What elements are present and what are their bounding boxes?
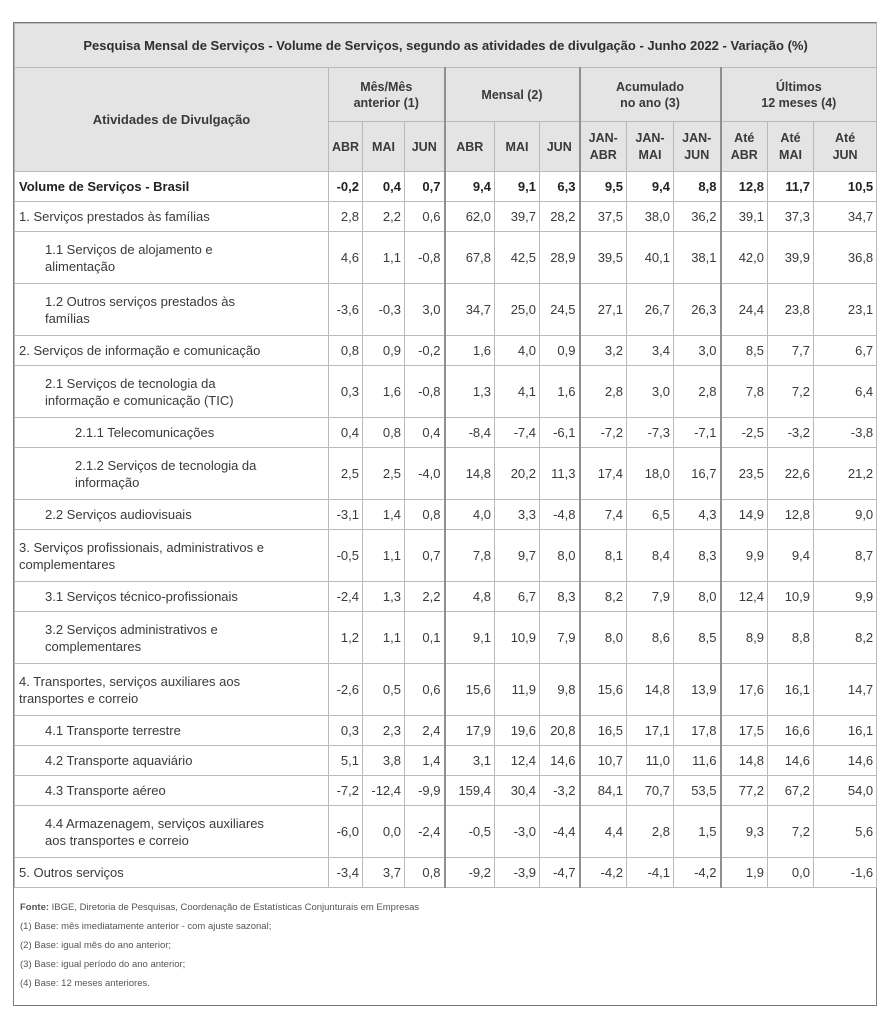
value-cell: -2,4: [405, 806, 445, 858]
table-row: [15, 366, 877, 418]
group-header-mensal: Mensal (2): [445, 68, 580, 122]
value-cell: -2,6: [329, 664, 363, 716]
table-row: [15, 232, 877, 284]
activity-label: 5. Outros serviços: [15, 858, 329, 888]
value-cell: 3,8: [363, 746, 405, 776]
value-cell: 8,0: [580, 612, 627, 664]
value-cell: 1,4: [363, 500, 405, 530]
value-cell: 0,8: [405, 500, 445, 530]
value-cell: -2,5: [721, 418, 768, 448]
value-cell: 3,3: [495, 500, 540, 530]
value-cell: 17,4: [580, 448, 627, 500]
subheader-cell: Até ABR: [721, 122, 768, 172]
value-cell: 30,4: [495, 776, 540, 806]
value-cell: 14,6: [540, 746, 580, 776]
activity-label: 3.2 Serviços administrativos e complementares: [15, 612, 329, 664]
value-cell: 3,7: [363, 858, 405, 888]
value-cell: 17,9: [445, 716, 495, 746]
value-cell: 24,4: [721, 284, 768, 336]
value-cell: 5,1: [329, 746, 363, 776]
value-cell: -4,8: [540, 500, 580, 530]
table-frame: [13, 22, 877, 1006]
value-cell: -4,4: [540, 806, 580, 858]
value-cell: -7,4: [495, 418, 540, 448]
value-cell: 7,8: [721, 366, 768, 418]
value-cell: 39,9: [768, 232, 814, 284]
value-cell: 17,8: [674, 716, 721, 746]
value-cell: 23,8: [768, 284, 814, 336]
value-cell: 7,8: [445, 530, 495, 582]
value-cell: 1,1: [363, 612, 405, 664]
value-cell: -3,1: [329, 500, 363, 530]
group-header-mes-mes: Mês/Mês anterior (1): [329, 68, 445, 122]
value-cell: 14,8: [627, 664, 674, 716]
table-row: [15, 582, 877, 612]
value-cell: 9,9: [721, 530, 768, 582]
value-cell: 14,9: [721, 500, 768, 530]
value-cell: 9,5: [580, 172, 627, 202]
value-cell: -1,6: [814, 858, 877, 888]
value-cell: 4,6: [329, 232, 363, 284]
subheader-cell: MAI: [363, 122, 405, 172]
value-cell: 19,6: [495, 716, 540, 746]
value-cell: 8,8: [674, 172, 721, 202]
value-cell: 1,6: [445, 336, 495, 366]
value-cell: 9,7: [495, 530, 540, 582]
value-cell: 37,3: [768, 202, 814, 232]
value-cell: 0,3: [329, 716, 363, 746]
subheader-cell: JAN- ABR: [580, 122, 627, 172]
value-cell: -9,2: [445, 858, 495, 888]
value-cell: 3,0: [674, 336, 721, 366]
value-cell: 1,5: [674, 806, 721, 858]
value-cell: 26,3: [674, 284, 721, 336]
value-cell: 1,9: [721, 858, 768, 888]
value-cell: 16,1: [814, 716, 877, 746]
table-row: [15, 664, 877, 716]
value-cell: 7,7: [768, 336, 814, 366]
value-cell: 8,8: [768, 612, 814, 664]
value-cell: 28,9: [540, 232, 580, 284]
value-cell: 14,8: [721, 746, 768, 776]
value-cell: 8,4: [627, 530, 674, 582]
value-cell: 8,1: [580, 530, 627, 582]
source-text: IBGE, Diretoria de Pesquisas, Coordenação de Estatísticas Conjunturais em Empresas: [49, 902, 420, 913]
value-cell: 12,8: [721, 172, 768, 202]
value-cell: 11,7: [768, 172, 814, 202]
value-cell: 3,0: [405, 284, 445, 336]
value-cell: -9,9: [405, 776, 445, 806]
value-cell: 0,9: [363, 336, 405, 366]
value-cell: 42,5: [495, 232, 540, 284]
value-cell: 9,9: [814, 582, 877, 612]
table-row: [15, 612, 877, 664]
activity-label: 2.1 Serviços de tecnologia da informação e comunicação (TIC): [15, 366, 329, 418]
value-cell: 2,2: [405, 582, 445, 612]
value-cell: 11,9: [495, 664, 540, 716]
value-cell: 0,9: [540, 336, 580, 366]
activity-label: 4.4 Armazenagem, serviços auxiliares aos transportes e correio: [15, 806, 329, 858]
value-cell: 11,6: [674, 746, 721, 776]
value-cell: 39,5: [580, 232, 627, 284]
value-cell: -12,4: [363, 776, 405, 806]
value-cell: 16,6: [768, 716, 814, 746]
table-row: [15, 716, 877, 746]
value-cell: -3,6: [329, 284, 363, 336]
value-cell: 2,2: [363, 202, 405, 232]
subheader-cell: MAI: [495, 122, 540, 172]
value-cell: 25,0: [495, 284, 540, 336]
value-cell: 2,5: [363, 448, 405, 500]
footnote: (2) Base: igual mês do ano anterior;: [20, 940, 172, 951]
subheader-cell: Até JUN: [814, 122, 877, 172]
value-cell: 27,1: [580, 284, 627, 336]
table-row: [15, 448, 877, 500]
value-cell: 39,1: [721, 202, 768, 232]
value-cell: 11,0: [627, 746, 674, 776]
value-cell: 2,5: [329, 448, 363, 500]
value-cell: 9,4: [445, 172, 495, 202]
value-cell: 2,8: [329, 202, 363, 232]
table-row: [15, 776, 877, 806]
value-cell: 1,2: [329, 612, 363, 664]
value-cell: 34,7: [445, 284, 495, 336]
activity-label: 2.1.2 Serviços de tecnologia da informação: [15, 448, 329, 500]
value-cell: 62,0: [445, 202, 495, 232]
subheader-cell: JAN- MAI: [627, 122, 674, 172]
value-cell: -4,2: [580, 858, 627, 888]
value-cell: 14,6: [814, 746, 877, 776]
subheader-cell: ABR: [329, 122, 363, 172]
value-cell: 42,0: [721, 232, 768, 284]
activity-label: 1.2 Outros serviços prestados às famílias: [15, 284, 329, 336]
value-cell: 67,2: [768, 776, 814, 806]
services-table: [14, 23, 877, 888]
value-cell: 2,4: [405, 716, 445, 746]
value-cell: 0,7: [405, 172, 445, 202]
value-cell: -3,2: [768, 418, 814, 448]
value-cell: -4,0: [405, 448, 445, 500]
value-cell: 6,3: [540, 172, 580, 202]
group-header-ultimos-12-meses: Últimos 12 meses (4): [721, 68, 877, 122]
value-cell: 23,5: [721, 448, 768, 500]
value-cell: 8,5: [674, 612, 721, 664]
value-cell: 4,0: [495, 336, 540, 366]
value-cell: 6,5: [627, 500, 674, 530]
value-cell: 70,7: [627, 776, 674, 806]
value-cell: 10,9: [768, 582, 814, 612]
activity-label: 1. Serviços prestados às famílias: [15, 202, 329, 232]
value-cell: 9,1: [495, 172, 540, 202]
value-cell: 1,4: [405, 746, 445, 776]
activity-label: 4.2 Transporte aquaviário: [15, 746, 329, 776]
value-cell: 9,0: [814, 500, 877, 530]
value-cell: 0,7: [405, 530, 445, 582]
value-cell: 84,1: [580, 776, 627, 806]
value-cell: 8,2: [814, 612, 877, 664]
value-cell: -3,8: [814, 418, 877, 448]
value-cell: -4,1: [627, 858, 674, 888]
value-cell: 14,8: [445, 448, 495, 500]
value-cell: 0,5: [363, 664, 405, 716]
activity-label: 2.1.1 Telecomunicações: [15, 418, 329, 448]
value-cell: 8,9: [721, 612, 768, 664]
value-cell: -7,3: [627, 418, 674, 448]
value-cell: 0,4: [363, 172, 405, 202]
value-cell: 7,2: [768, 366, 814, 418]
table-row: [15, 500, 877, 530]
value-cell: 1,3: [445, 366, 495, 418]
value-cell: 1,6: [540, 366, 580, 418]
value-cell: -0,2: [405, 336, 445, 366]
value-cell: 2,8: [627, 806, 674, 858]
value-cell: 1,3: [363, 582, 405, 612]
value-cell: 28,2: [540, 202, 580, 232]
value-cell: 0,8: [405, 858, 445, 888]
value-cell: 7,9: [627, 582, 674, 612]
value-cell: 36,8: [814, 232, 877, 284]
value-cell: 14,6: [768, 746, 814, 776]
table-row: [15, 746, 877, 776]
value-cell: 4,4: [580, 806, 627, 858]
value-cell: 3,0: [627, 366, 674, 418]
value-cell: 4,8: [445, 582, 495, 612]
value-cell: 15,6: [445, 664, 495, 716]
value-cell: 12,4: [495, 746, 540, 776]
value-cell: 7,2: [768, 806, 814, 858]
value-cell: 11,3: [540, 448, 580, 500]
value-cell: 16,1: [768, 664, 814, 716]
value-cell: 9,4: [627, 172, 674, 202]
value-cell: 14,7: [814, 664, 877, 716]
value-cell: 0,0: [768, 858, 814, 888]
value-cell: 10,9: [495, 612, 540, 664]
value-cell: 9,3: [721, 806, 768, 858]
value-cell: -3,4: [329, 858, 363, 888]
value-cell: 0,1: [405, 612, 445, 664]
value-cell: 22,6: [768, 448, 814, 500]
value-cell: 3,4: [627, 336, 674, 366]
table-title: Pesquisa Mensal de Serviços - Volume de Serviços, segundo as atividades de divulgação - Junho 2022 - Variação (%): [15, 24, 877, 68]
activity-label: 3. Serviços profissionais, administrativos e complementares: [15, 530, 329, 582]
activity-label: Volume de Serviços - Brasil: [15, 172, 329, 202]
table-row: [15, 858, 877, 888]
value-cell: 0,8: [329, 336, 363, 366]
table-notes: [14, 888, 876, 993]
value-cell: -4,7: [540, 858, 580, 888]
value-cell: 23,1: [814, 284, 877, 336]
value-cell: 26,7: [627, 284, 674, 336]
value-cell: 3,1: [445, 746, 495, 776]
footnote: (1) Base: mês imediatamente anterior - com ajuste sazonal;: [20, 921, 272, 932]
value-cell: 8,3: [674, 530, 721, 582]
value-cell: 159,4: [445, 776, 495, 806]
source-label: Fonte:: [20, 902, 50, 913]
table-row: [15, 530, 877, 582]
value-cell: 6,4: [814, 366, 877, 418]
value-cell: 12,8: [768, 500, 814, 530]
value-cell: -3,9: [495, 858, 540, 888]
value-cell: 0,3: [329, 366, 363, 418]
value-cell: -0,2: [329, 172, 363, 202]
value-cell: 10,5: [814, 172, 877, 202]
value-cell: -3,2: [540, 776, 580, 806]
value-cell: 0,8: [363, 418, 405, 448]
value-cell: -6,1: [540, 418, 580, 448]
value-cell: 2,8: [580, 366, 627, 418]
footnote: (4) Base: 12 meses anteriores.: [20, 978, 150, 989]
activity-label: 4.3 Transporte aéreo: [15, 776, 329, 806]
value-cell: 16,7: [674, 448, 721, 500]
value-cell: -0,3: [363, 284, 405, 336]
value-cell: 0,4: [329, 418, 363, 448]
value-cell: 8,3: [540, 582, 580, 612]
table-row: [15, 336, 877, 366]
value-cell: 10,7: [580, 746, 627, 776]
value-cell: -6,0: [329, 806, 363, 858]
value-cell: 13,9: [674, 664, 721, 716]
value-cell: 0,6: [405, 202, 445, 232]
value-cell: -4,2: [674, 858, 721, 888]
value-cell: 9,8: [540, 664, 580, 716]
value-cell: 7,9: [540, 612, 580, 664]
value-cell: 2,3: [363, 716, 405, 746]
source-note: [20, 898, 870, 917]
activity-label: 2. Serviços de informação e comunicação: [15, 336, 329, 366]
value-cell: 7,4: [580, 500, 627, 530]
value-cell: -0,8: [405, 366, 445, 418]
value-cell: 0,0: [363, 806, 405, 858]
value-cell: 6,7: [814, 336, 877, 366]
value-cell: 0,6: [405, 664, 445, 716]
group-header-acumulado: Acumulado no ano (3): [580, 68, 721, 122]
table-row: [15, 284, 877, 336]
value-cell: 12,4: [721, 582, 768, 612]
value-cell: 9,4: [768, 530, 814, 582]
subheader-cell: JAN- JUN: [674, 122, 721, 172]
value-cell: 53,5: [674, 776, 721, 806]
value-cell: -0,5: [445, 806, 495, 858]
value-cell: 20,8: [540, 716, 580, 746]
activity-column-header: Atividades de Divulgação: [15, 68, 329, 172]
value-cell: -7,2: [329, 776, 363, 806]
value-cell: 2,8: [674, 366, 721, 418]
value-cell: 40,1: [627, 232, 674, 284]
value-cell: 4,0: [445, 500, 495, 530]
value-cell: -0,5: [329, 530, 363, 582]
value-cell: 8,5: [721, 336, 768, 366]
value-cell: 8,0: [674, 582, 721, 612]
footnote: (3) Base: igual período do ano anterior;: [20, 959, 186, 970]
value-cell: 8,2: [580, 582, 627, 612]
table-row: [15, 806, 877, 858]
value-cell: 1,1: [363, 530, 405, 582]
value-cell: 3,2: [580, 336, 627, 366]
value-cell: 38,1: [674, 232, 721, 284]
value-cell: 17,6: [721, 664, 768, 716]
value-cell: 1,6: [363, 366, 405, 418]
value-cell: 67,8: [445, 232, 495, 284]
table-row: [15, 418, 877, 448]
activity-label: 2.2 Serviços audiovisuais: [15, 500, 329, 530]
value-cell: -0,8: [405, 232, 445, 284]
value-cell: 16,5: [580, 716, 627, 746]
value-cell: 1,1: [363, 232, 405, 284]
value-cell: 15,6: [580, 664, 627, 716]
value-cell: 36,2: [674, 202, 721, 232]
subheader-cell: JUN: [405, 122, 445, 172]
subheader-cell: Até MAI: [768, 122, 814, 172]
value-cell: 9,1: [445, 612, 495, 664]
value-cell: 6,7: [495, 582, 540, 612]
value-cell: -3,0: [495, 806, 540, 858]
subheader-cell: ABR: [445, 122, 495, 172]
value-cell: -7,2: [580, 418, 627, 448]
value-cell: 77,2: [721, 776, 768, 806]
value-cell: 17,1: [627, 716, 674, 746]
value-cell: 4,1: [495, 366, 540, 418]
value-cell: -8,4: [445, 418, 495, 448]
value-cell: 18,0: [627, 448, 674, 500]
value-cell: 20,2: [495, 448, 540, 500]
table-row: [15, 202, 877, 232]
value-cell: 24,5: [540, 284, 580, 336]
value-cell: -2,4: [329, 582, 363, 612]
value-cell: 8,7: [814, 530, 877, 582]
value-cell: 21,2: [814, 448, 877, 500]
activity-label: 3.1 Serviços técnico-profissionais: [15, 582, 329, 612]
value-cell: 5,6: [814, 806, 877, 858]
subheader-cell: JUN: [540, 122, 580, 172]
table-row: [15, 172, 877, 202]
value-cell: 54,0: [814, 776, 877, 806]
value-cell: 17,5: [721, 716, 768, 746]
activity-label: 4. Transportes, serviços auxiliares aos transportes e correio: [15, 664, 329, 716]
value-cell: 39,7: [495, 202, 540, 232]
activity-label: 1.1 Serviços de alojamento e alimentação: [15, 232, 329, 284]
value-cell: 8,6: [627, 612, 674, 664]
value-cell: 38,0: [627, 202, 674, 232]
activity-label: 4.1 Transporte terrestre: [15, 716, 329, 746]
value-cell: 0,4: [405, 418, 445, 448]
value-cell: 8,0: [540, 530, 580, 582]
value-cell: 4,3: [674, 500, 721, 530]
value-cell: 34,7: [814, 202, 877, 232]
value-cell: -7,1: [674, 418, 721, 448]
value-cell: 37,5: [580, 202, 627, 232]
table-body: [15, 172, 877, 888]
